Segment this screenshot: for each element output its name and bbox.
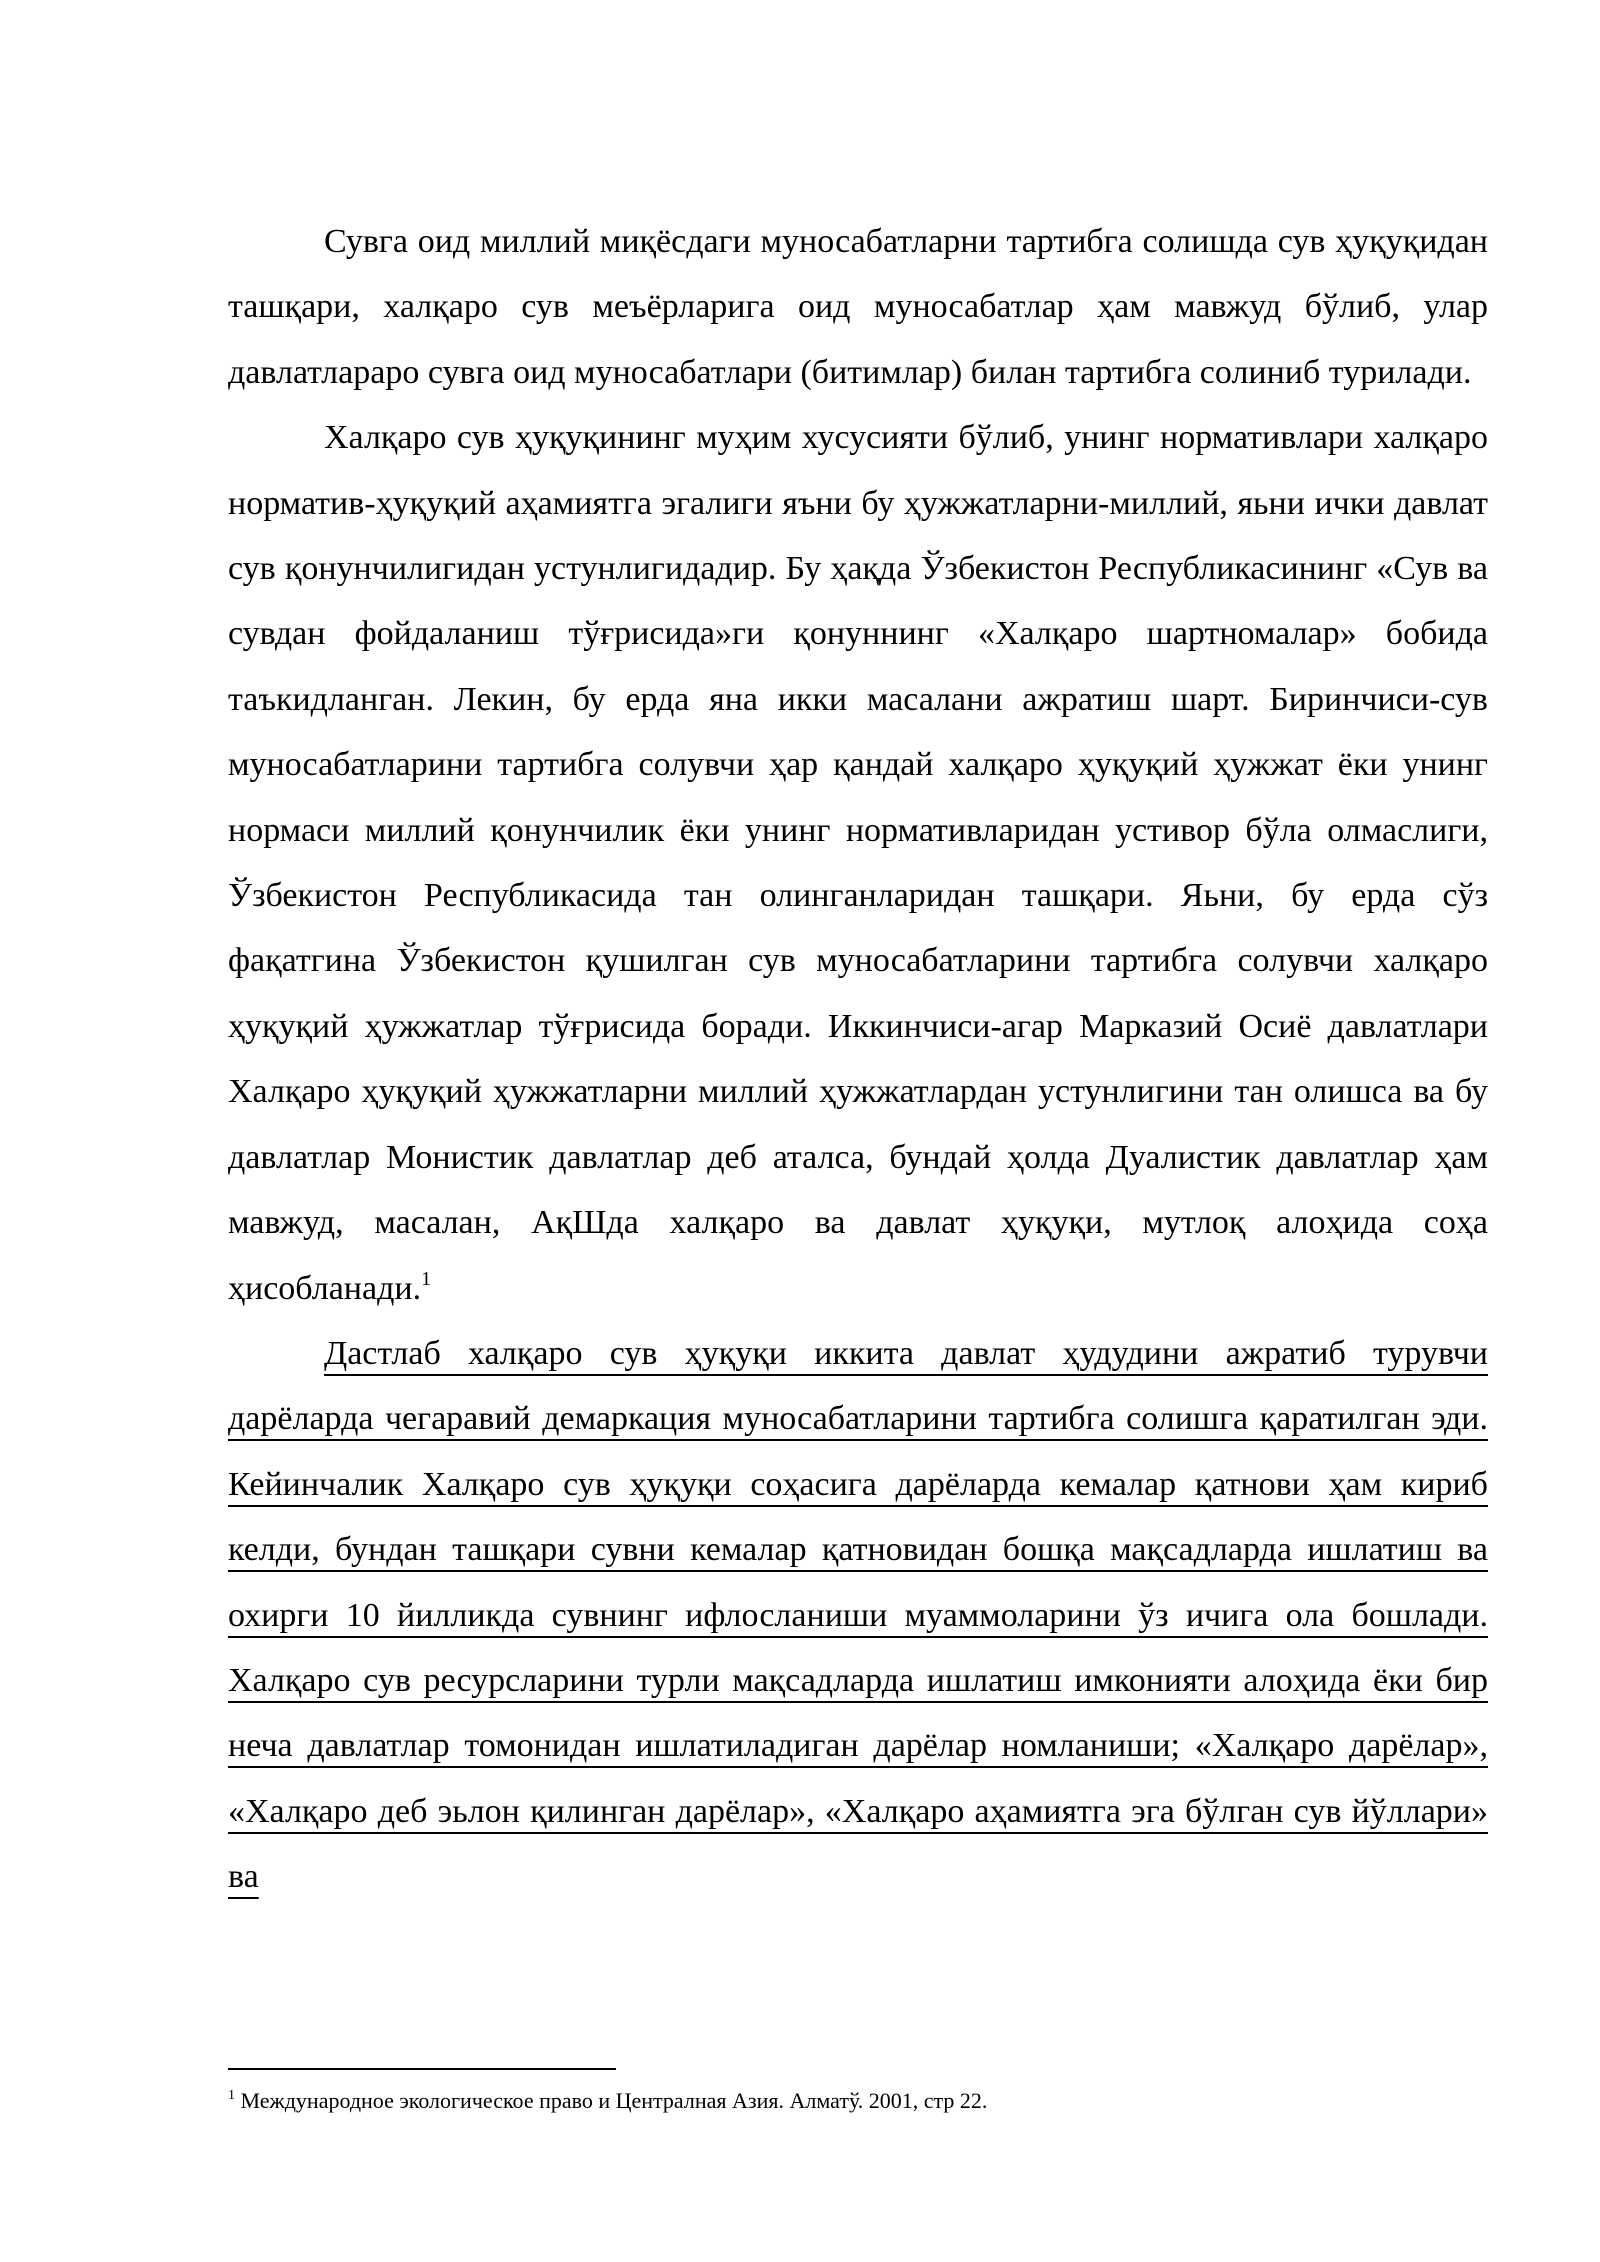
paragraph-3-text: Дастлаб халқаро сув ҳуқуқи иккита давлат ҳудудини ажратиб турувчи дарёларда чегаравий демаркация муносабатларини тартибга солишга қаратилган эди. Кейинчалик Халқаро сув ҳуқуқи соҳасига дарёларда кемалар қатнови ҳам кириб келди, бундан ташқари сувни кемалар қатновидан бошқа мақсадларда ишлатиш ва охирги 10 йилликда сувнинг ифлосланиши муаммоларини ўз ичига ола бошлади. Халқаро сув ресурсларини турли мақсадларда ишлатиш имконияти алоҳида ёки бир неча давлатлар томонидан ишлатиладиган дарёлар номланиши; «Халқаро дарёлар», «Халқаро деб эьлон қилинган дарёлар», «Халқаро аҳамиятга эга бўлган сув йўллари» ва: [228, 1334, 1488, 1896]
paragraph-1-text: Сувга оид миллий миқёсдаги муносабатларни тартибга солишда сув ҳуқуқидан ташқари, халқаро сув меъёрларига оид муносабатлар ҳам мавжуд бўлиб, улар давлатлараро сувга оид муносабатлари (битимлар) билан тартибга солиниб турилади.: [228, 223, 1488, 391]
footnote-text: Международное экологическое право и Централная Азия. Алматў. 2001, стр 22.: [240, 2088, 988, 2113]
paragraph-3: [228, 1321, 1488, 1910]
body-text: [228, 209, 1488, 1910]
paragraph-1: [228, 209, 1488, 405]
paragraph-2: [228, 405, 1488, 1321]
paragraph-2-text: Халқаро сув ҳуқуқининг муҳим хусусияти бўлиб, унинг нормативлари халқаро норматив-ҳуқуқий аҳамиятга эгалиги яъни бу ҳужжатларни-миллий, яьни ички давлат сув қонунчилигидан устунлигидадир. Бу ҳақда Ўзбекистон Республикасининг «Сув ва сувдан фойдаланиш тўғрисида»ги қонуннинг «Халқаро шартномалар» бобида таъкидланган. Лекин, бу ерда яна икки масалани ажратиш шарт. Биринчиси-сув муносабатларини тартибга солувчи ҳар қандай халқаро ҳуқуқий ҳужжат ёки унинг нормаси миллий қонунчилик ёки унинг нормативларидан устивор бўла олмаслиги, Ўзбекистон Республикасида тан олинганларидан ташқари. Яьни, бу ерда сўз фақатгина Ўзбекистон қушилган сув муносабатларини тартибга солувчи халқаро ҳуқуқий ҳужжатлар тўғрисида боради. Иккинчиси-агар Марказий Осиё давлатлари Халқаро ҳуқуқий ҳужжатларни миллий ҳужжатлардан устунлигини тан олишса ва бу давлатлар Монистик давлатлар деб аталса, бундай ҳолда Дуалистик давлатлар ҳам мавжуд, масалан, АқШда халқаро ва давлат ҳуқуқи, мутлоқ алоҳида соҳа ҳисобланади.: [228, 419, 1488, 1307]
footnote-separator: [228, 2068, 616, 2070]
footnote-mark: 1: [228, 2088, 235, 2103]
footnote-reference[interactable]: 1: [421, 1267, 432, 1290]
footnote: [228, 2086, 1488, 2116]
